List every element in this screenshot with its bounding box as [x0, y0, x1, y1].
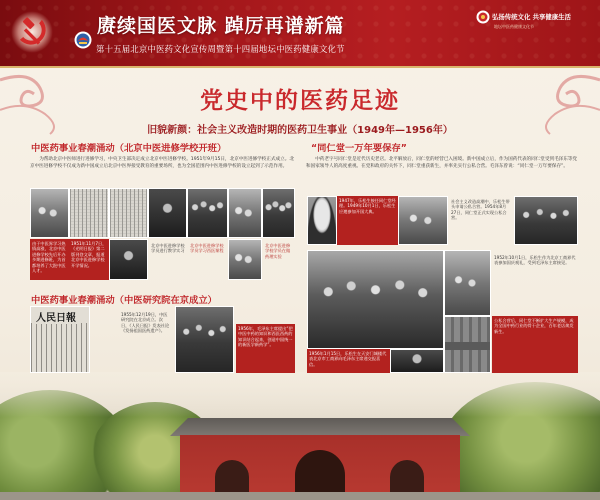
caption-tongrentang-3: 1952年10月1日，乐松生作为北京工商界代表参加国庆观礼，受到毛泽东主席接见。 — [494, 255, 576, 266]
section-body-tongrentang: 中药老字号同仁堂是近代历史老店。北平解放后，同仁堂的经营已入困境。新中国成立后，作为国药代表的同仁堂受到毛泽东等党和国家领导人的高度重视。在党和政府的关怀下，同仁堂重获新生，并率先实行公私合营。毛泽东曾说：“同仁堂一万年要保存”。 — [306, 157, 578, 169]
gate-roof — [170, 418, 470, 436]
caption-school-1: 由于中医界学习热情高涨，北京中医进修学校先后开办多期进修班，为首都培养了大批中医人才。 — [30, 239, 69, 280]
photo-report-letter — [390, 349, 444, 373]
caption-tongrentang-2: 社会主义改造高潮中，乐松生带头申请公私合营。1954年8月27日，同仁堂正式实现公私合营。 — [451, 199, 510, 221]
photo-lab — [228, 239, 262, 280]
photo-staff-group — [514, 196, 578, 245]
photo-students-reading — [148, 188, 187, 238]
photo-celebration-meeting — [307, 250, 444, 349]
section-body-school: 为帮助北京中医师进行进修学习，中央卫生部决定成立北京中医进修学校。1951年9月15日，北京中医进修学校正式成立。北京中医进修学校不仅成为新中国成立后北京中医界接受教育的重要场所，也为全国范围内中医进修学校的设立起到了示范作用。 — [30, 157, 294, 169]
photo-portrait-le-songsheng — [307, 196, 337, 245]
ground — [0, 492, 600, 500]
era-title: 旧貌新颜：社会主义改造时期的医药卫生事业（1949年—1956年） — [147, 125, 453, 136]
photo-lecture — [228, 188, 262, 238]
caption-tongrentang-4: 公私合营后，同仁堂不断扩大生产规模，成为全国中药行业的骨干企业，百年老店焕发新生。 — [492, 316, 578, 373]
caption-institute-2: 1956年，毛泽东主席提出“把中医中药的知识和西医西药的知识结合起来，创造中国统一的新医学新药学”。 — [236, 324, 295, 373]
header-subtitle: 第十五届北京中医药文化宣传周暨第十四届地坛中医药健康文化节 — [96, 44, 345, 54]
photo-document — [109, 188, 148, 238]
header-slogan-sub: 地坛中医药健康文化节 — [494, 24, 534, 29]
main-title: 党史中的医药足迹 — [200, 87, 400, 114]
photo-factory — [444, 316, 491, 373]
photo-group — [187, 188, 228, 238]
photo-classroom — [30, 188, 69, 238]
caption-tongrentang-1: 1947年，乐松生接任同仁堂经理。1949年10月1日，乐松生应邀参加开国大典。 — [337, 196, 398, 245]
caption-school-4: 北京中医进修学校学员学习西医课程 — [190, 243, 224, 254]
caption-institute-1: 1955年12月19日，中医研究院在北京成立。次日，《人民日报》发表社论《发扬祖国医药遗产》。 — [121, 312, 170, 334]
caption-tongrentang-5: 1956年1月15日，乐松生在天安门城楼代表北京市工商界向毛泽东主席递交报喜信。 — [307, 349, 390, 373]
festival-logo-icon — [476, 10, 490, 24]
section-heading-institute: 中医药事业春潮涌动（中医研究院在京成立） — [31, 295, 217, 306]
party-emblem-icon — [10, 10, 54, 54]
photo-practice — [109, 239, 148, 280]
section-heading-tongrentang: “同仁堂一万年要保存” — [311, 143, 407, 154]
header-slogan: 弘扬传统文化 共享健康生活 — [492, 13, 571, 21]
photo-institute-founding — [175, 306, 234, 373]
photo-pharmacy-inspection — [444, 250, 491, 316]
photo-newspaper-article — [69, 188, 109, 238]
photo-signing — [398, 196, 448, 245]
photo-students — [262, 188, 295, 238]
scene-fade — [0, 372, 600, 417]
header-banner — [0, 0, 600, 68]
newspaper-masthead: 人民日報 — [34, 309, 78, 324]
culture-week-logo-icon — [74, 31, 92, 49]
header-title: 赓续国医文脉 踔厉再谱新篇 — [97, 15, 345, 37]
caption-school-5: 北京中医进修学校学员在做药理实验 — [265, 243, 291, 259]
photo-peoples-daily — [30, 306, 90, 373]
gate-scene — [0, 372, 600, 500]
caption-school-2: 1951年11月7日，《光明日报》第二版刊登文章，报道北京中医进修学校开学情况。 — [69, 239, 109, 280]
section-heading-school: 中医药事业春潮涌动（北京中医进修学校开班） — [31, 143, 227, 154]
caption-school-3: 北京中医进修学校学员进行教学实习 — [151, 243, 185, 254]
